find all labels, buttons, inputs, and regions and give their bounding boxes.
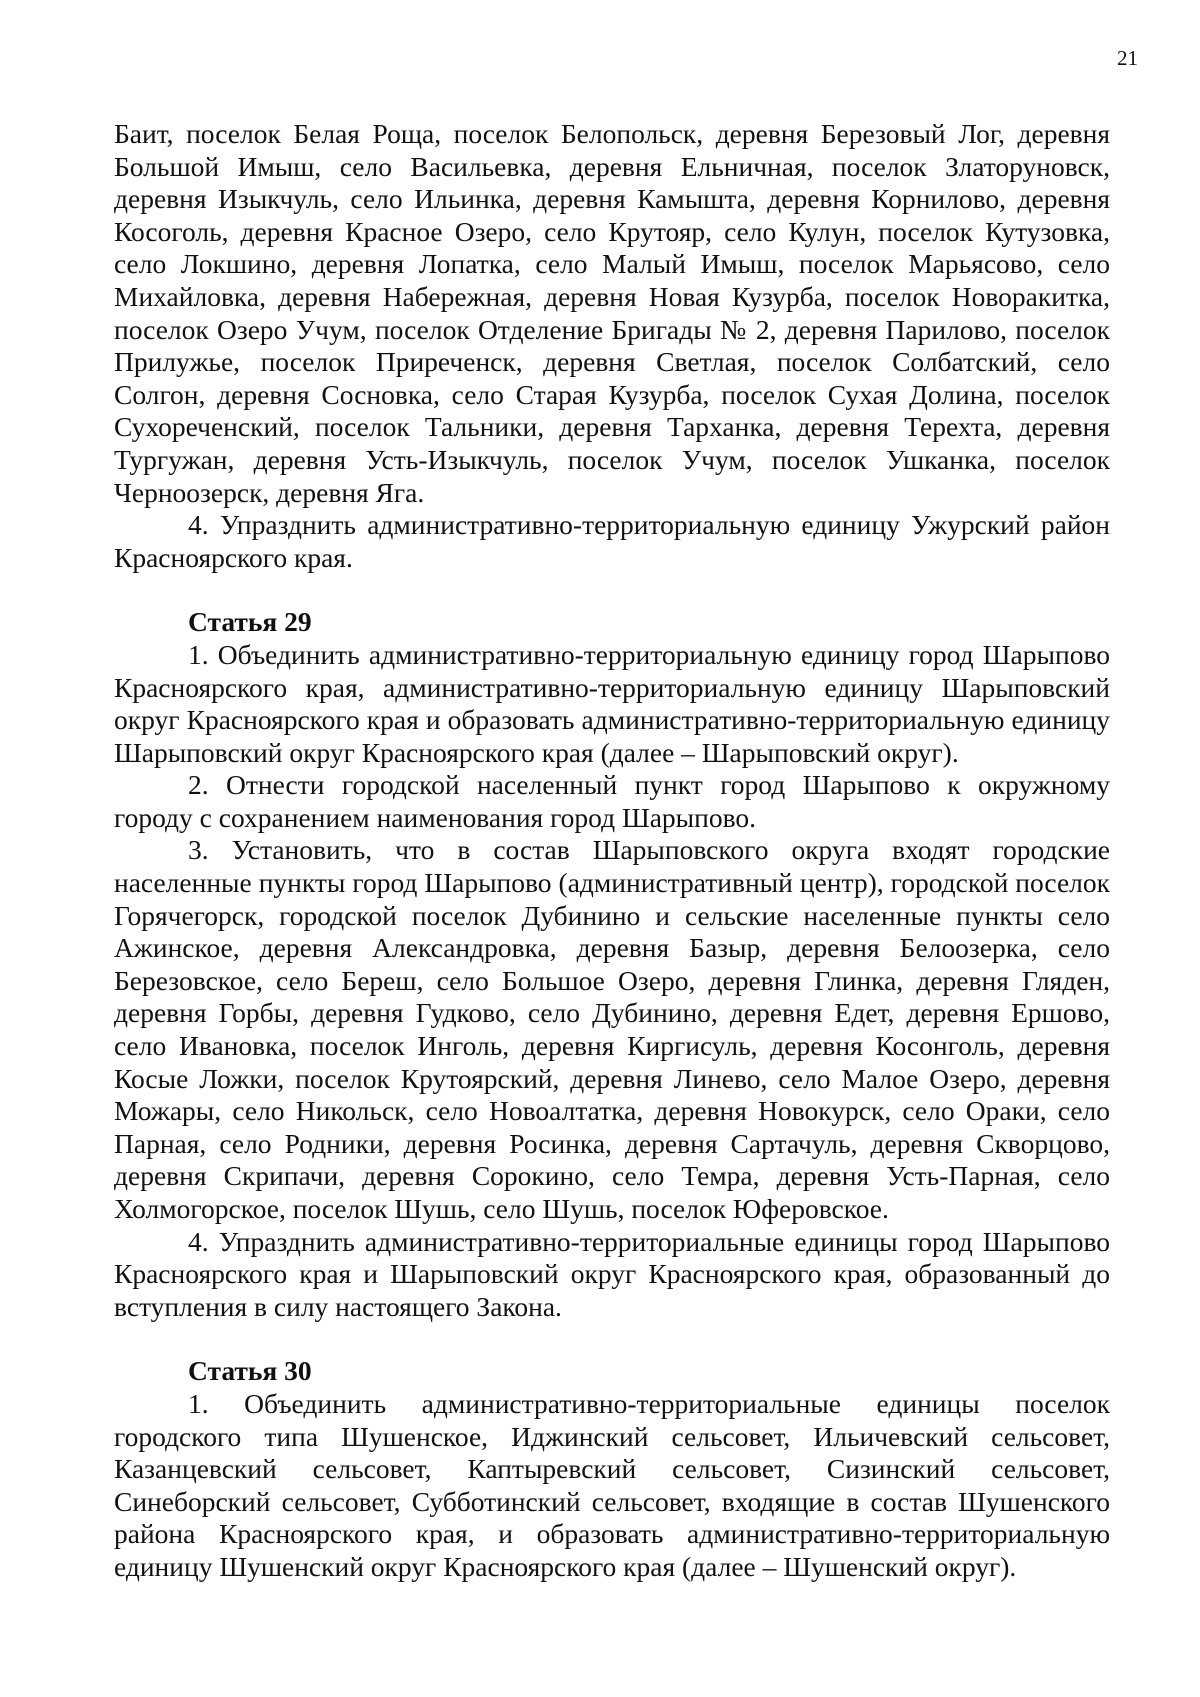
paragraph-29-2: 2. Отнести городской населенный пункт город Шарыпово к окружному городу с сохранением наименования город Шарыпово. — [114, 769, 1110, 833]
page-number: 21 — [1117, 46, 1138, 70]
paragraph-29-3: 3. Установить, что в состав Шарыповского округа входят городские населенные пункты город Шарыпово (административный центр), городской поселок Горячегорск, городской поселок Дубинино и сельские населенные пункты село Ажинское, деревня Александровка, деревня Базыр, деревня Белоозерка, село Березовское, село Береш, село Большое Озеро, деревня Глинка, деревня Гляден, деревня Горбы, деревня Гудково, село Дубинино, деревня Едет, деревня Ершово, село Ивановка, поселок Инголь, деревня Киргисуль, деревня Косонголь, деревня Косые Ложки, поселок Крутоярский, деревня Линево, село Малое Озеро, деревня Можары, село Никольск, село Новоалтатка, деревня Новокурск, село Ораки, село Парная, село Родники, деревня Росинка, деревня Сартачуль, деревня Скворцово, деревня Скрипачи, деревня Сорокино, село Темра, деревня Усть-Парная, село Холмогорское, поселок Шушь, село Шушь, поселок Юферовское. — [114, 834, 1110, 1224]
paragraph-30-1: 1. Объединить административно-территориальные единицы поселок городского типа Шушенское, Иджинский сельсовет, Ильичевский сельсовет, Казанцевский сельсовет, Каптыревский сельсовет, Сизинский сельсовет, Синеборский сельсовет, Субботинский сельсовет, входящие в состав Шушенского района Красноярского края, и образовать административно-территориальную единицу Шушенский округ Красноярского края (далее – Шушенский округ). — [114, 1387, 1110, 1582]
document-body — [114, 118, 1110, 1584]
article-heading-29: Статья 29 — [188, 606, 312, 638]
paragraph-29-4: 4. Упразднить административно-территориальные единицы город Шарыпово Красноярского края и Шарыповский округ Красноярского края, образованный до вступления в силу настоящего Закона. — [114, 1225, 1110, 1322]
article-heading-30: Статья 30 — [188, 1355, 312, 1387]
paragraph-continuation-ujur: Баит, поселок Белая Роща, поселок Белопольск, деревня Березовый Лог, деревня Большой Имыш, село Васильевка, деревня Ельничная, поселок Златоруновск, деревня Изыкчуль, село Ильинка, деревня Камышта, деревня Корнилово, деревня Косоголь, деревня Красное Озеро, село Крутояр, село Кулун, поселок Кутузовка, село Локшино, деревня Лопатка, село Малый Имыш, поселок Марьясово, село Михайловка, деревня Набережная, деревня Новая Кузурба, поселок Новоракитка, поселок Озеро Учум, поселок Отделение Бригады № 2, деревня Парилово, поселок Прилужье, поселок Приреченск, деревня Светлая, поселок Солбатский, село Солгон, деревня Сосновка, село Старая Кузурба, поселок Сухая Долина, поселок Сухореченский, поселок Тальники, деревня Тарханка, деревня Терехта, деревня Тургужан, деревня Усть-Изыкчуль, поселок Учум, поселок Ушканка, поселок Черноозерск, деревня Яга. — [114, 118, 1110, 508]
paragraph-29-1: 1. Объединить административно-территориальную единицу город Шарыпово Красноярского края, административно-территориальную единицу Шарыповский округ Красноярского края и образовать административно-территориальную единицу Шарыповский округ Красноярского края (далее – Шарыповский округ). — [114, 638, 1110, 768]
paragraph-ujur-abolish: 4. Упразднить административно-территориальную единицу Ужурский район Красноярского края. — [114, 509, 1110, 573]
